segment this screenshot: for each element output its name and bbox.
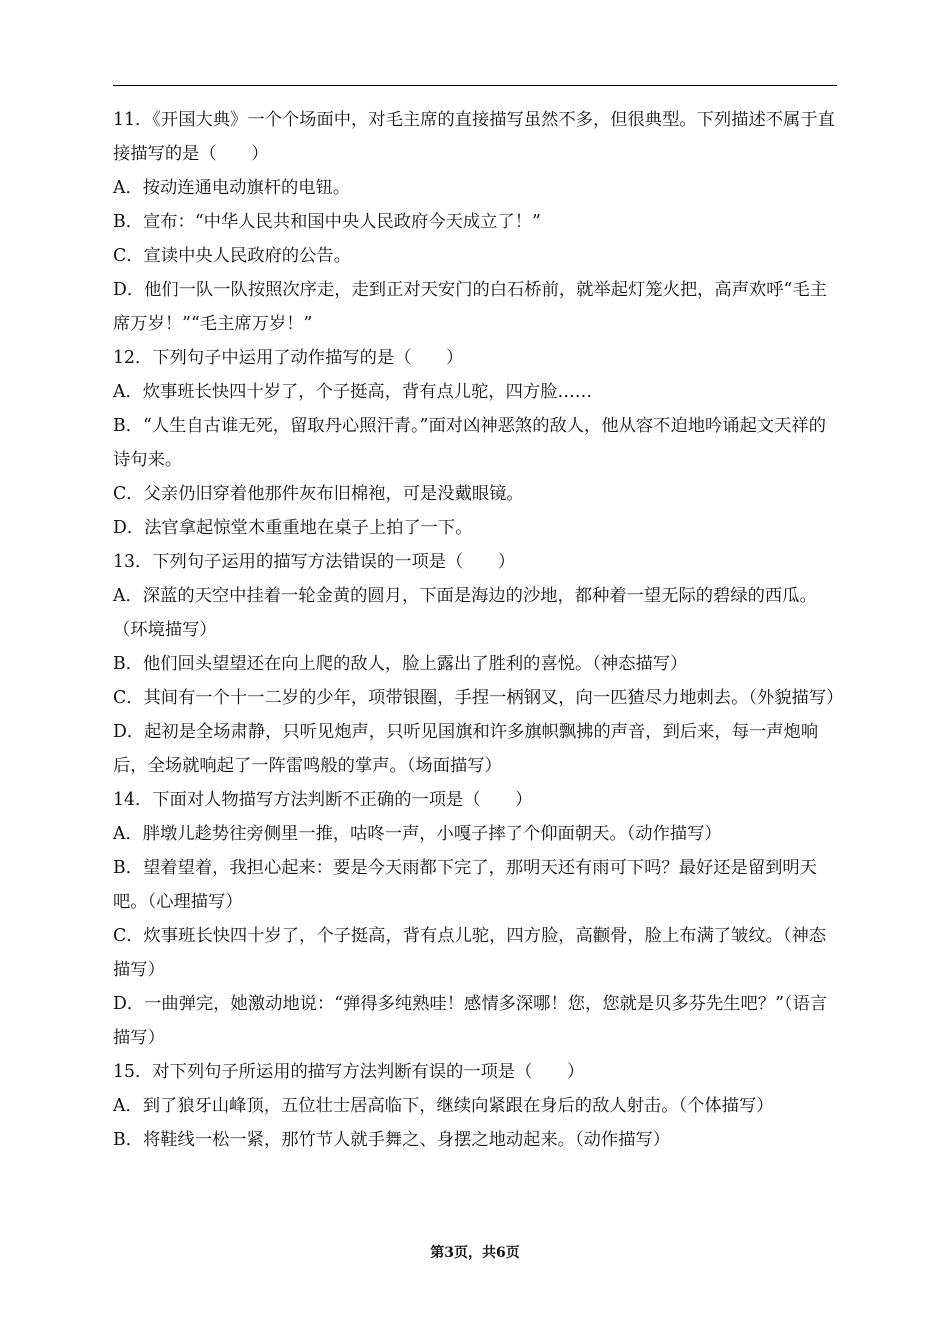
question-stem: 12．下列句子中运用了动作描写的是（ ）	[113, 348, 464, 368]
option-c: C．宣读中央人民政府的公告。	[113, 246, 351, 266]
question-stem: 11．《开国大典》一个个场面中，对毛主席的直接描写虽然不多，但很典型。下列描述不属于直接描写的是（ ）	[113, 110, 835, 164]
page-number: 第3页，共6页	[430, 1245, 520, 1261]
option-c: C．炊事班长快四十岁了，个子挺高，背有点儿驼，四方脸，高颧骨，脸上布满了皱纹。（神态描写）	[113, 926, 827, 980]
option-b: B．将鞋线一松一紧，那竹节人就手舞之、身摆之地动起来。（动作描写）	[113, 1130, 671, 1150]
option-a: A．深蓝的天空中挂着一轮金黄的圆月，下面是海边的沙地，都种着一望无际的碧绿的西瓜。（环境描写）	[113, 586, 817, 640]
question-11	[113, 103, 837, 341]
question-stem: 15．对下列句子所运用的描写方法判断有误的一项是（ ）	[113, 1062, 585, 1082]
question-14	[113, 783, 837, 1055]
option-d: D．他们一队一队按照次序走，走到正对天安门的白石桥前，就举起灯笼火把，高声欢呼“毛主席万岁！”“毛主席万岁！”	[113, 280, 827, 334]
question-stem: 13．下列句子运用的描写方法错误的一项是（ ）	[113, 552, 516, 572]
option-c: C．父亲仍旧穿着他那件灰布旧棉袍，可是没戴眼镜。	[113, 484, 524, 504]
option-b: B．他们回头望望还在向上爬的敌人，脸上露出了胜利的喜悦。（神态描写）	[113, 654, 688, 674]
question-list	[113, 103, 844, 1157]
option-b: B．望着望着，我担心起来：要是今天雨都下完了，那明天还有雨可下吗？最好还是留到明天吧。（心理描写）	[113, 858, 817, 912]
header-rule	[113, 85, 837, 86]
option-d: D．一曲弹完，她激动地说：“弹得多纯熟哇！感情多深哪！您，您就是贝多芬先生吧？”（语言描写）	[113, 994, 828, 1048]
option-b: B．“人生自古谁无死，留取丹心照汗青。”面对凶神恶煞的敌人，他从容不迫地吟诵起文天祥的诗句来。	[113, 416, 826, 470]
option-d: D．起初是全场肃静，只听见炮声，只听见国旗和许多旗帜飘拂的声音，到后来，每一声炮响后，全场就响起了一阵雷鸣般的掌声。（场面描写）	[113, 722, 819, 776]
option-a: A．炊事班长快四十岁了，个子挺高，背有点儿驼，四方脸……	[113, 382, 593, 402]
question-12	[113, 341, 837, 545]
option-a: A．胖墩儿趁势往旁侧里一推，咕咚一声，小嘎子摔了个仰面朝天。（动作描写）	[113, 824, 722, 844]
question-13	[113, 545, 844, 783]
option-c: C．其间有一个十一二岁的少年，项带银圈，手捏一柄钢叉，向一匹猹尽力地刺去。（外貌描写）	[113, 688, 844, 708]
option-b: B．宣布：“中华人民共和国中央人民政府今天成立了！”	[113, 212, 541, 232]
question-15	[113, 1055, 837, 1157]
option-a: A．到了狼牙山峰顶，五位壮士居高临下，继续向紧跟在身后的敌人射击。（个体描写）	[113, 1096, 774, 1116]
question-stem: 14．下面对人物描写方法判断不正确的一项是（ ）	[113, 790, 533, 810]
option-d: D．法官拿起惊堂木重重地在桌子上拍了一下。	[113, 518, 473, 538]
option-a: A．按动连通电动旗杆的电钮。	[113, 178, 351, 198]
